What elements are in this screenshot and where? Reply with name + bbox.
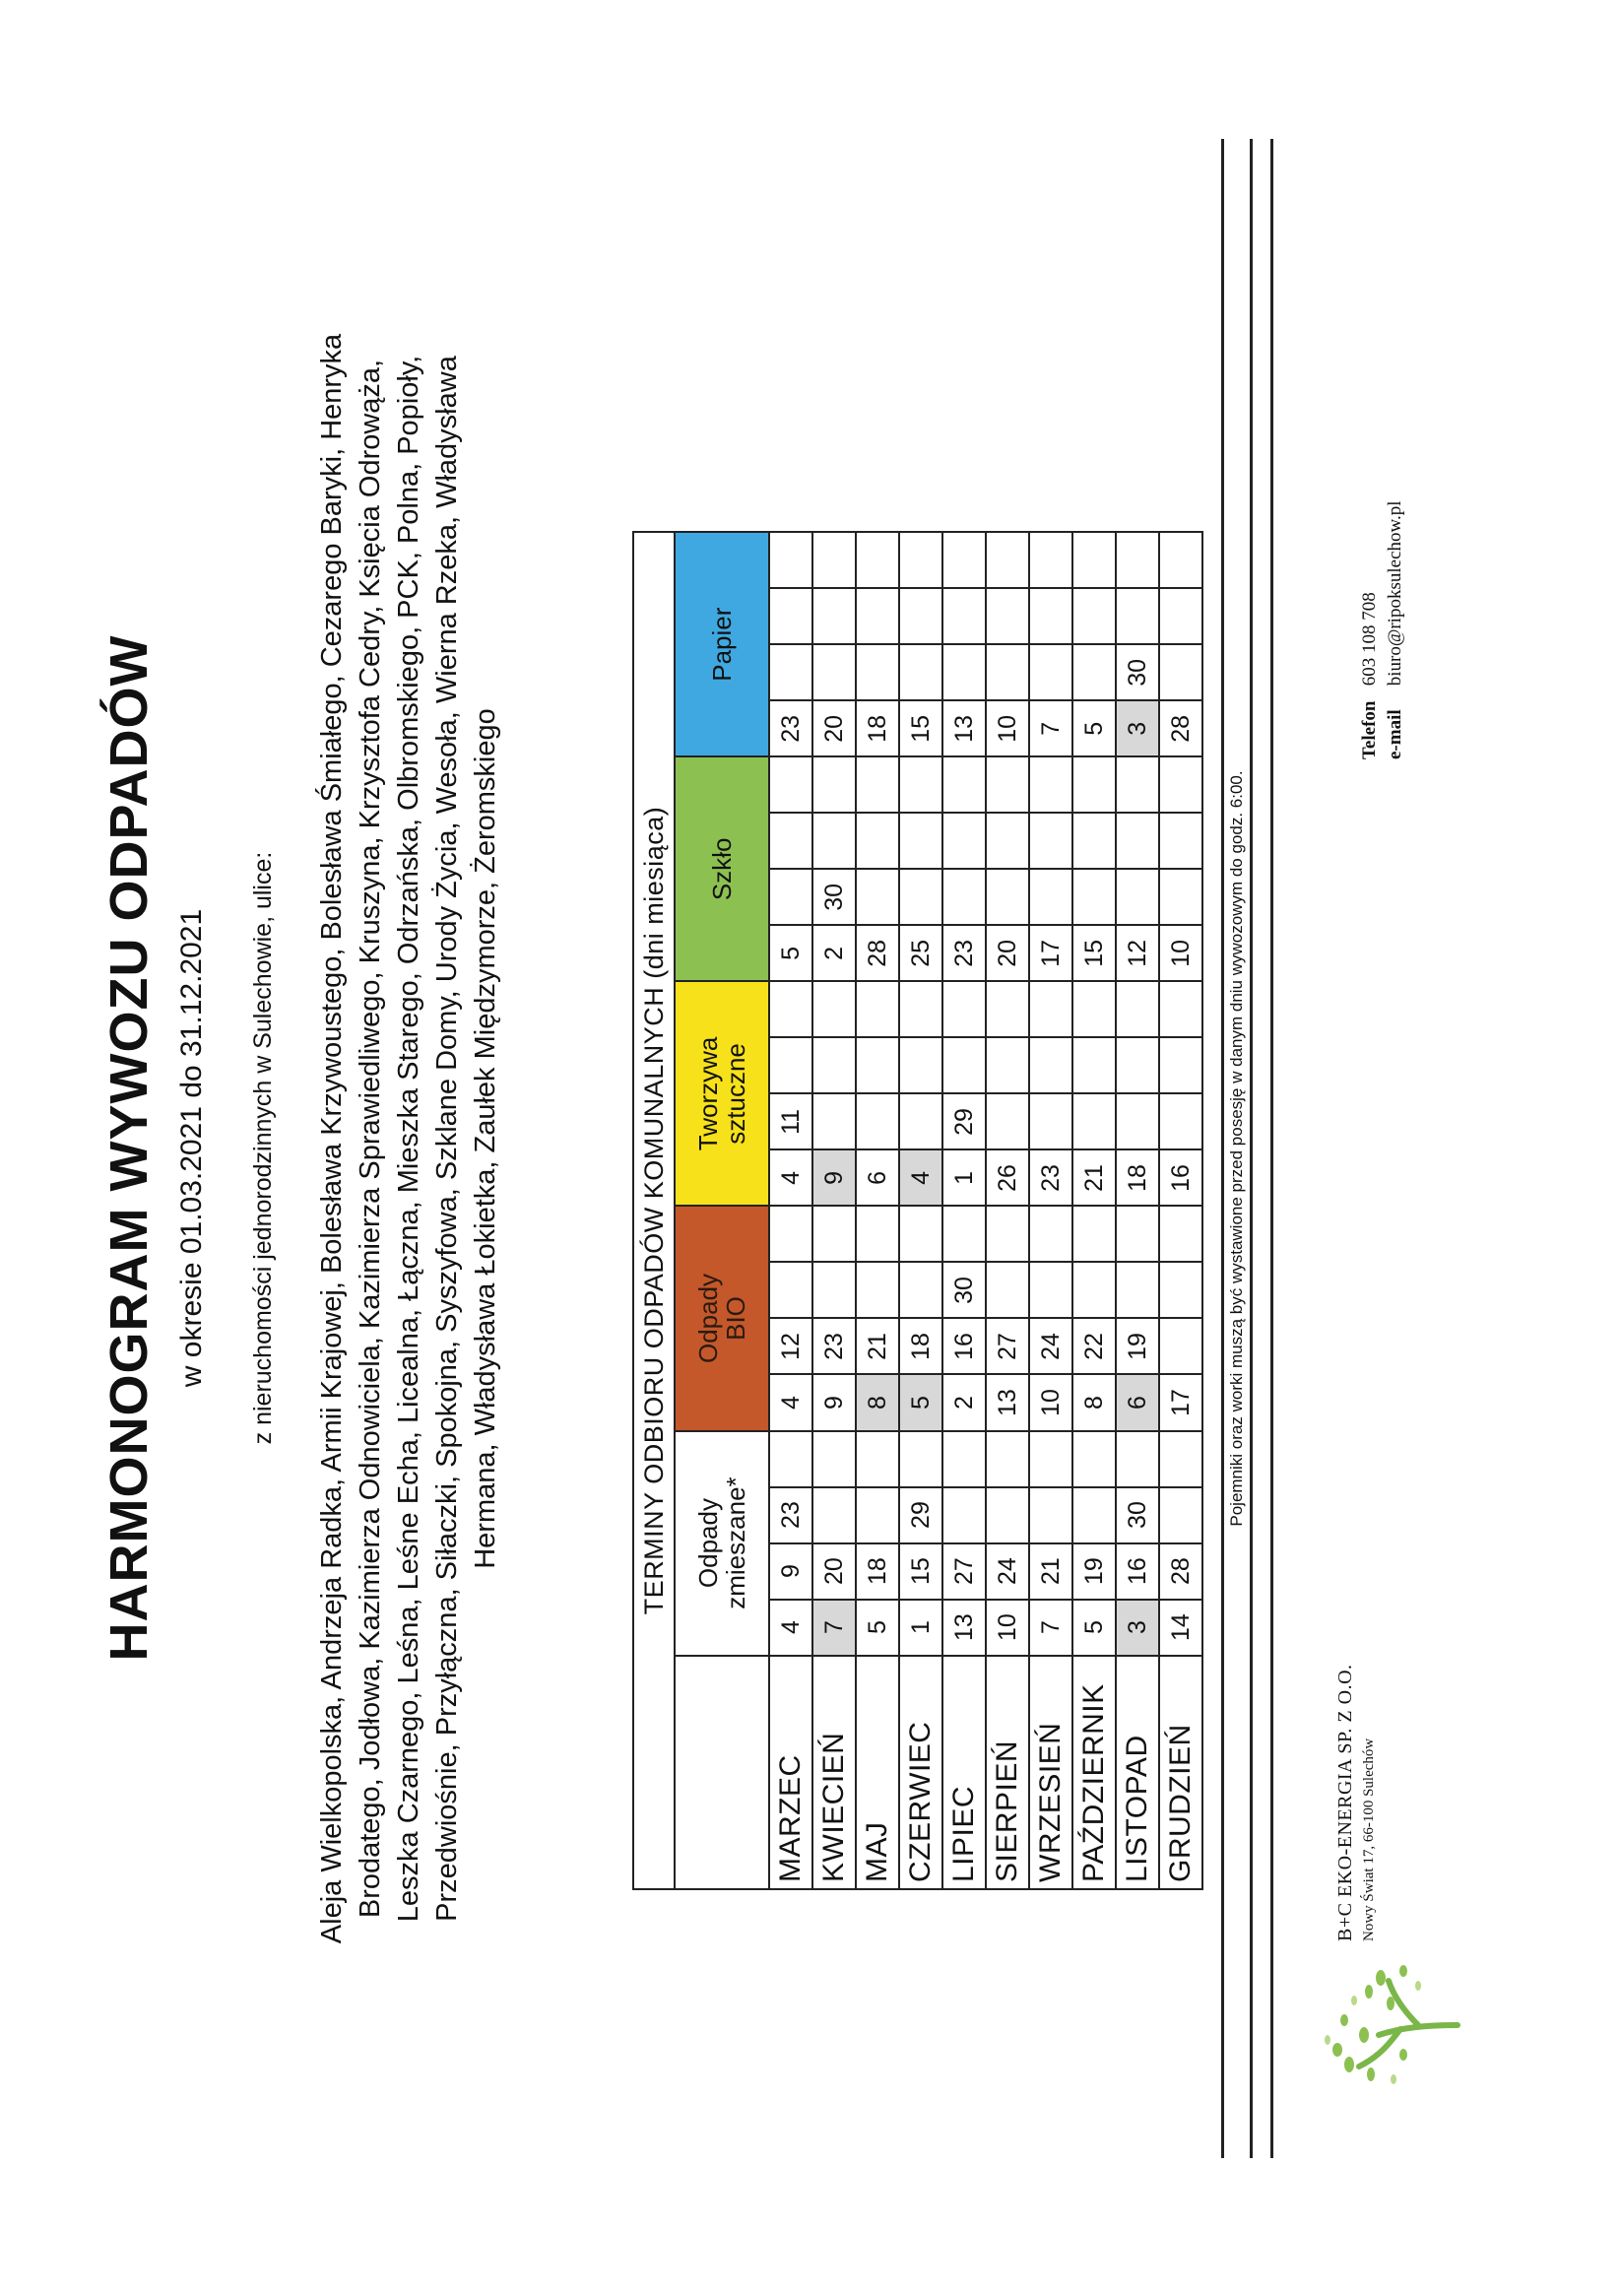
company-address: Nowy Świat 17, 66-100 Sulechów: [1361, 1738, 1377, 1941]
glass-day-cell: [1072, 756, 1116, 813]
glass-day-cell: [1072, 869, 1116, 925]
bio-day-cell: [769, 1262, 812, 1318]
paper-day-cell: [769, 588, 812, 644]
table-row: [1159, 532, 1202, 1889]
mixed-day-cell: 27: [942, 1543, 986, 1600]
paper-day-cell: [812, 644, 856, 700]
plastic-day-cell: [812, 981, 856, 1037]
header-glass: Szkło: [675, 756, 769, 981]
mixed-day-cell: [1116, 1431, 1159, 1487]
mixed-day-cell: [1029, 1487, 1072, 1543]
email-label: e-mail: [1385, 709, 1405, 759]
paper-day-cell: [856, 532, 899, 588]
header-mixed-waste: [675, 1431, 769, 1656]
glass-day-cell: [856, 813, 899, 869]
month-label: MAJ: [856, 1656, 899, 1889]
month-label: SIERPIEŃ: [986, 1656, 1029, 1889]
mixed-day-cell: [1072, 1487, 1116, 1543]
glass-day-cell: 28: [856, 925, 899, 981]
bio-day-cell: [1116, 1262, 1159, 1318]
month-label: LIPIEC: [942, 1656, 986, 1889]
plastic-day-cell: [942, 981, 986, 1037]
paper-day-cell: [899, 644, 942, 700]
bio-day-cell: 12: [769, 1318, 812, 1374]
glass-day-cell: [856, 756, 899, 813]
mixed-day-cell: [942, 1431, 986, 1487]
paper-day-cell: [1159, 588, 1202, 644]
bio-day-cell: 18: [899, 1318, 942, 1374]
mixed-day-cell: 5: [856, 1600, 899, 1656]
plastic-day-cell: [1159, 981, 1202, 1037]
paper-day-cell: 18: [856, 700, 899, 756]
mixed-day-cell: 30: [1116, 1487, 1159, 1543]
plastic-day-cell: 26: [986, 1149, 1029, 1206]
paper-day-cell: [942, 532, 986, 588]
paper-day-cell: [812, 532, 856, 588]
plastic-day-cell: [899, 1093, 942, 1149]
glass-day-cell: 15: [1072, 925, 1116, 981]
paper-day-cell: [856, 644, 899, 700]
street-list: Aleja Wielkopolska, Andrzeja Radka, Armii Krajowej, Bolesława Krzywoustego, Bolesława Śmiałego, Cezarego Baryki, Henryka Brodatego, Jodłowa, Kazimierza Odnowiciela, Kazimierza Sprawiedliwego, Kruszyna, Krzysztofa Cedry, Księcia Odrowąża, Leszka Czarnego, Leśna, Leśne Echa, Licealna, Łączna, Mieszka Starego, Odrzańska, Olbromskiego, PCK, Polna, Popioły, Przedwiośnie, Przyłączna, Siłaczki, Spokojna, Syszyfowa, Szklane Domy, Urody Życia, Wesoła, Wierna Rzeka, Władysława Hermana, Władysława Łokietka, Zaułek Międzymorze, Żeromskiego: [316, 333, 501, 1944]
header-bio-line2: BIO: [721, 1296, 750, 1341]
paper-day-cell: [856, 588, 899, 644]
glass-day-cell: 10: [1159, 925, 1202, 981]
paper-day-cell: [769, 532, 812, 588]
glass-day-cell: [1116, 813, 1159, 869]
mixed-day-cell: [769, 1431, 812, 1487]
plastic-day-cell: 6: [856, 1149, 899, 1206]
glass-day-cell: [1159, 813, 1202, 869]
bio-day-cell: [986, 1206, 1029, 1262]
glass-day-cell: [1159, 869, 1202, 925]
phone-number: 603 108 708: [1359, 592, 1380, 687]
bio-day-cell: 8: [856, 1375, 899, 1431]
header-plastic-line1: Tworzywa: [693, 1036, 723, 1151]
mixed-day-cell: [856, 1487, 899, 1543]
glass-day-cell: 17: [1029, 925, 1072, 981]
plastic-day-cell: [1029, 1093, 1072, 1149]
mixed-day-cell: 24: [986, 1543, 1029, 1600]
paper-day-cell: 7: [1029, 700, 1072, 756]
bio-day-cell: 8: [1072, 1375, 1116, 1431]
mixed-day-cell: [986, 1487, 1029, 1543]
mixed-day-cell: 28: [1159, 1543, 1202, 1600]
paper-day-cell: 28: [1159, 700, 1202, 756]
contact-info: [1357, 500, 1408, 759]
bio-day-cell: 9: [812, 1375, 856, 1431]
plastic-day-cell: [1072, 981, 1116, 1037]
mixed-day-cell: 13: [942, 1600, 986, 1656]
month-label: GRUDZIEŃ: [1159, 1656, 1202, 1889]
paper-day-cell: [1116, 532, 1159, 588]
mixed-day-cell: 16: [1116, 1543, 1159, 1600]
intro-text: z nieruchomości jednorodzinnych w Sulechowie, ulice:: [249, 851, 277, 1445]
month-header-blank: [675, 1656, 769, 1889]
plastic-day-cell: 29: [942, 1093, 986, 1149]
plastic-day-cell: [942, 1037, 986, 1093]
bio-day-cell: 27: [986, 1318, 1029, 1374]
footnote: Pojemniki oraz worki muszą być wystawione przed posesję w danym dniu wywozowym do godz. 6:00.: [1221, 139, 1253, 2158]
bio-day-cell: [899, 1206, 942, 1262]
glass-day-cell: [812, 756, 856, 813]
mixed-day-cell: 3: [1116, 1600, 1159, 1656]
glass-day-cell: [899, 813, 942, 869]
mixed-day-cell: 4: [769, 1600, 812, 1656]
bio-day-cell: 6: [1116, 1375, 1159, 1431]
mixed-day-cell: 23: [769, 1487, 812, 1543]
bio-day-cell: 21: [856, 1318, 899, 1374]
bio-day-cell: 10: [1029, 1375, 1072, 1431]
glass-day-cell: [986, 813, 1029, 869]
paper-day-cell: 15: [899, 700, 942, 756]
mixed-day-cell: [1159, 1487, 1202, 1543]
bio-day-cell: 23: [812, 1318, 856, 1374]
paper-day-cell: 20: [812, 700, 856, 756]
plastic-day-cell: 4: [899, 1149, 942, 1206]
paper-day-cell: [1116, 588, 1159, 644]
paper-day-cell: [986, 644, 1029, 700]
bio-day-cell: 24: [1029, 1318, 1072, 1374]
header-plastics: [675, 981, 769, 1206]
table-row: [942, 532, 986, 1889]
bio-day-cell: 22: [1072, 1318, 1116, 1374]
glass-day-cell: 5: [769, 925, 812, 981]
mixed-day-cell: 1: [899, 1600, 942, 1656]
mixed-day-cell: 29: [899, 1487, 942, 1543]
plastic-day-cell: [986, 981, 1029, 1037]
bio-day-cell: [942, 1206, 986, 1262]
paper-day-cell: 13: [942, 700, 986, 756]
mixed-day-cell: 15: [899, 1543, 942, 1600]
bio-day-cell: [769, 1206, 812, 1262]
glass-day-cell: [942, 869, 986, 925]
paper-day-cell: [1029, 588, 1072, 644]
bio-day-cell: 19: [1116, 1318, 1159, 1374]
plastic-day-cell: [856, 981, 899, 1037]
mixed-day-cell: [1029, 1431, 1072, 1487]
glass-day-cell: [1072, 813, 1116, 869]
plastic-day-cell: [1159, 1037, 1202, 1093]
plastic-day-cell: [1029, 1037, 1072, 1093]
company-info: [1334, 1664, 1378, 1941]
bio-day-cell: 17: [1159, 1375, 1202, 1431]
paper-day-cell: 30: [1116, 644, 1159, 700]
plastic-day-cell: 1: [942, 1149, 986, 1206]
header-mixed-line1: Odpady: [693, 1498, 723, 1589]
bio-day-cell: [856, 1206, 899, 1262]
month-label: KWIECIEŃ: [812, 1656, 856, 1889]
glass-day-cell: [986, 869, 1029, 925]
glass-day-cell: [942, 756, 986, 813]
paper-day-cell: [1072, 532, 1116, 588]
bio-day-cell: [812, 1206, 856, 1262]
mixed-day-cell: 19: [1072, 1543, 1116, 1600]
table-row: [769, 532, 812, 1889]
plastic-day-cell: 23: [1029, 1149, 1072, 1206]
bio-day-cell: [1072, 1206, 1116, 1262]
plastic-day-cell: [899, 981, 942, 1037]
page-title: HARMONOGRAM WYWOZU ODPADÓW: [99, 634, 159, 1662]
mixed-day-cell: [1072, 1431, 1116, 1487]
collection-schedule-table: [632, 531, 1203, 1890]
plastic-day-cell: 16: [1159, 1149, 1202, 1206]
plastic-day-cell: 18: [1116, 1149, 1159, 1206]
mixed-day-cell: [1159, 1431, 1202, 1487]
bio-day-cell: [1072, 1262, 1116, 1318]
plastic-day-cell: [1072, 1093, 1116, 1149]
plastic-day-cell: [1116, 981, 1159, 1037]
plastic-day-cell: [1072, 1037, 1116, 1093]
bio-day-cell: [856, 1262, 899, 1318]
paper-day-cell: [942, 644, 986, 700]
glass-day-cell: [1029, 813, 1072, 869]
glass-day-cell: [769, 869, 812, 925]
paper-day-cell: [942, 588, 986, 644]
mixed-day-cell: [812, 1431, 856, 1487]
plastic-day-cell: [986, 1093, 1029, 1149]
header-paper: Papier: [675, 532, 769, 756]
table-row: [986, 532, 1029, 1889]
mixed-day-cell: 9: [769, 1543, 812, 1600]
plastic-day-cell: [986, 1037, 1029, 1093]
bio-day-cell: 13: [986, 1375, 1029, 1431]
paper-day-cell: 10: [986, 700, 1029, 756]
paper-day-cell: 3: [1116, 700, 1159, 756]
glass-day-cell: [1029, 756, 1072, 813]
bio-day-cell: 2: [942, 1375, 986, 1431]
bio-day-cell: 4: [769, 1375, 812, 1431]
glass-day-cell: [1116, 869, 1159, 925]
mixed-day-cell: 18: [856, 1543, 899, 1600]
plastic-day-cell: 21: [1072, 1149, 1116, 1206]
plastic-day-cell: [856, 1093, 899, 1149]
mixed-day-cell: [899, 1431, 942, 1487]
plastic-day-cell: [1029, 981, 1072, 1037]
email-address: biuro@ripoksulechow.pl: [1385, 500, 1405, 687]
table-row: [856, 532, 899, 1889]
header-mixed-line2: zmieszane*: [721, 1476, 750, 1609]
company-tree-logo-icon: [1310, 1956, 1467, 2094]
table-row: [899, 532, 942, 1889]
mixed-day-cell: 10: [986, 1600, 1029, 1656]
paper-day-cell: [1159, 532, 1202, 588]
bio-day-cell: [1159, 1262, 1202, 1318]
glass-day-cell: 25: [899, 925, 942, 981]
paper-day-cell: 23: [769, 700, 812, 756]
paper-day-cell: [899, 532, 942, 588]
paper-day-cell: [1159, 644, 1202, 700]
bio-day-cell: [1116, 1206, 1159, 1262]
glass-day-cell: [769, 756, 812, 813]
plastic-day-cell: [769, 1037, 812, 1093]
glass-day-cell: 20: [986, 925, 1029, 981]
table-row: [1029, 532, 1072, 1889]
mixed-day-cell: 7: [812, 1600, 856, 1656]
header-plastic-line2: sztuczne: [721, 1043, 750, 1145]
bio-day-cell: [1159, 1206, 1202, 1262]
month-label: CZERWIEC: [899, 1656, 942, 1889]
paper-day-cell: [1072, 588, 1116, 644]
glass-day-cell: 12: [1116, 925, 1159, 981]
plastic-day-cell: 9: [812, 1149, 856, 1206]
glass-day-cell: 30: [812, 869, 856, 925]
bio-day-cell: [1029, 1206, 1072, 1262]
plastic-day-cell: [1116, 1037, 1159, 1093]
mixed-day-cell: 14: [1159, 1600, 1202, 1656]
glass-day-cell: [856, 869, 899, 925]
contact-phone-row: [1357, 500, 1383, 759]
plastic-day-cell: [812, 1037, 856, 1093]
contact-email-row: [1383, 500, 1408, 759]
phone-label: Telefon: [1359, 700, 1380, 759]
paper-day-cell: [769, 644, 812, 700]
glass-day-cell: [986, 756, 1029, 813]
bio-day-cell: [899, 1262, 942, 1318]
glass-day-cell: [1029, 869, 1072, 925]
bio-day-cell: [1029, 1262, 1072, 1318]
glass-day-cell: [812, 813, 856, 869]
bio-day-cell: [986, 1262, 1029, 1318]
glass-day-cell: [899, 756, 942, 813]
month-label: LISTOPAD: [1116, 1656, 1159, 1889]
plastic-day-cell: [769, 981, 812, 1037]
paper-day-cell: 5: [1072, 700, 1116, 756]
plastic-day-cell: [812, 1093, 856, 1149]
bio-day-cell: [812, 1262, 856, 1318]
mixed-day-cell: 5: [1072, 1600, 1116, 1656]
period-subtitle: w okresie 01.03.2021 do 31.12.2021: [175, 908, 208, 1388]
company-name: B+C EKO-ENERGIA SP. Z O.O.: [1334, 1664, 1356, 1941]
paper-day-cell: [1072, 644, 1116, 700]
header-bio-line1: Odpady: [693, 1273, 723, 1364]
paper-day-cell: [899, 588, 942, 644]
paper-day-cell: [1029, 644, 1072, 700]
table-title: TERMINY ODBIORU ODPADÓW KOMUNALNYCH (dni miesiąca): [633, 532, 675, 1889]
table-row: [1072, 532, 1116, 1889]
plastic-day-cell: [856, 1037, 899, 1093]
table-row: [1116, 532, 1159, 1889]
bio-day-cell: 16: [942, 1318, 986, 1374]
paper-day-cell: [986, 532, 1029, 588]
glass-day-cell: [899, 869, 942, 925]
plastic-day-cell: [1159, 1093, 1202, 1149]
glass-day-cell: [1159, 756, 1202, 813]
glass-day-cell: [769, 813, 812, 869]
header-bio-waste: [675, 1206, 769, 1430]
mixed-day-cell: [812, 1487, 856, 1543]
glass-day-cell: 2: [812, 925, 856, 981]
mixed-day-cell: [942, 1487, 986, 1543]
bio-day-cell: 30: [942, 1262, 986, 1318]
mixed-day-cell: 7: [1029, 1600, 1072, 1656]
month-label: PAŹDZIERNIK: [1072, 1656, 1116, 1889]
glass-day-cell: [1116, 756, 1159, 813]
mixed-day-cell: [986, 1431, 1029, 1487]
paper-day-cell: [986, 588, 1029, 644]
month-label: WRZESIEŃ: [1029, 1656, 1072, 1889]
month-label: MARZEC: [769, 1656, 812, 1889]
mixed-day-cell: 20: [812, 1543, 856, 1600]
bio-day-cell: [1159, 1318, 1202, 1374]
mixed-day-cell: 21: [1029, 1543, 1072, 1600]
table-row: [812, 532, 856, 1889]
divider-line: [1270, 139, 1273, 2158]
plastic-day-cell: [899, 1037, 942, 1093]
plastic-day-cell: 4: [769, 1149, 812, 1206]
paper-day-cell: [1029, 532, 1072, 588]
plastic-day-cell: [1116, 1093, 1159, 1149]
plastic-day-cell: 11: [769, 1093, 812, 1149]
glass-day-cell: [942, 813, 986, 869]
schedule-body: [769, 532, 1202, 1889]
bio-day-cell: 5: [899, 1375, 942, 1431]
glass-day-cell: 23: [942, 925, 986, 981]
paper-day-cell: [812, 588, 856, 644]
mixed-day-cell: [856, 1431, 899, 1487]
